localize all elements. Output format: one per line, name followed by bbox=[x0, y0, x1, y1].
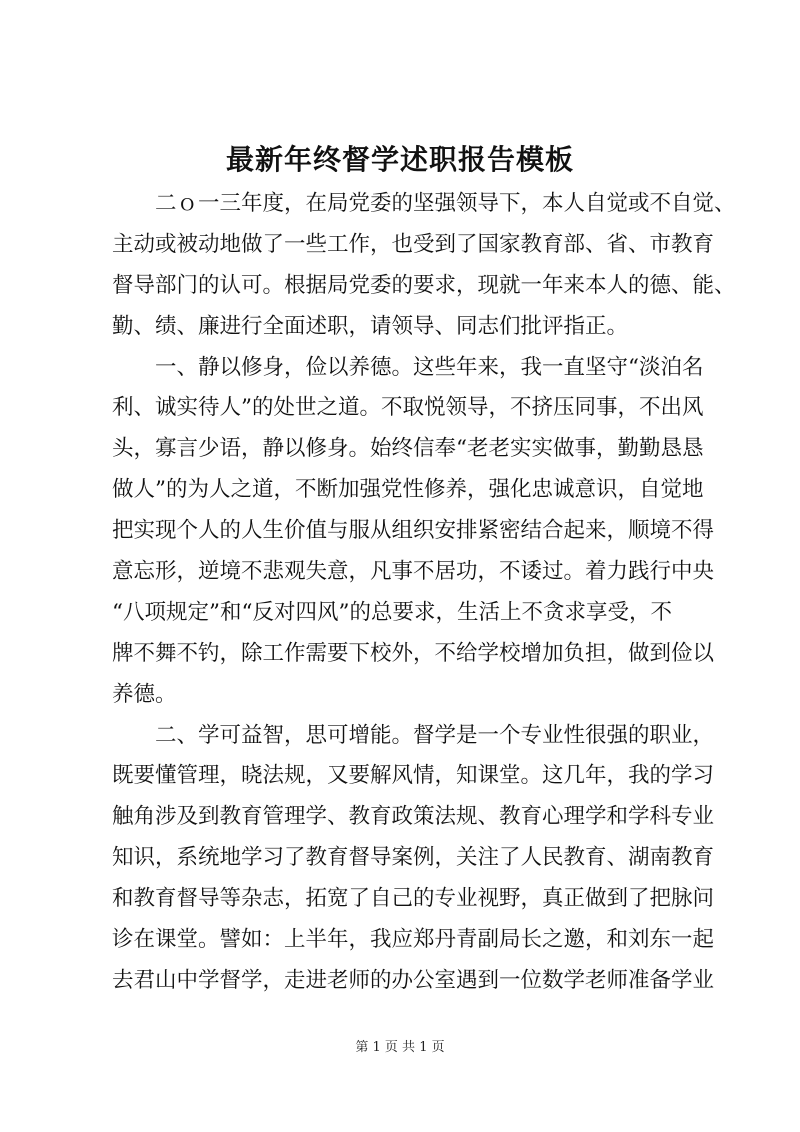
paragraph-line: 牌不舞不钓，除工作需要下校外，不给学校增加负担，做到俭以 bbox=[112, 640, 715, 666]
paragraph-line: 去君山中学督学，走进老师的办公室遇到一位数学老师准备学业 bbox=[112, 967, 715, 993]
page-footer: 第 1 页 共 1 页 bbox=[355, 1040, 445, 1055]
paragraph-line: 触角涉及到教育管理学、教育政策法规、教育心理学和学科专业 bbox=[112, 804, 715, 830]
paragraph-line: 一、静以修身，俭以养德。这些年来，我一直坚守“淡泊名 bbox=[155, 354, 704, 380]
paragraph-line: 督导部门的认可。根据局党委的要求，现就一年来本人的德、能、 bbox=[112, 272, 736, 298]
document-body bbox=[112, 184, 736, 1002]
paragraph-line: 做人”的为人之道，不断加强党性修养，强化忠诚意识，自觉地 bbox=[112, 477, 704, 503]
document-title: 最新年终督学述职报告模板 bbox=[225, 143, 574, 176]
paragraph-line: 诊在课堂。譬如：上半年，我应郑丹青副局长之邀，和刘东一起 bbox=[112, 927, 715, 953]
paragraph-line: 把实现个人的人生价值与服从组织安排紧密结合起来，顺境不得 bbox=[112, 518, 715, 544]
paragraph-line: 二、学可益智，思可增能。督学是一个专业性很强的职业， bbox=[155, 722, 715, 748]
paragraph-line: 意忘形，逆境不悲观失意，凡事不居功，不诿过。着力践行中央 bbox=[112, 559, 715, 585]
paragraph-line: 主动或被动地做了一些工作，也受到了国家教育部、省、市教育 bbox=[112, 231, 715, 257]
paragraph-line: 养德。 bbox=[112, 681, 177, 707]
paragraph-line: “八项规定”和“反对四风”的总要求，生活上不贪求享受，不 bbox=[112, 599, 672, 625]
paragraph-line: 和教育督导等杂志，拓宽了自己的专业视野，真正做到了把脉问 bbox=[112, 886, 715, 912]
paragraph-line: 二ｏ一三年度，在局党委的坚强领导下，本人自觉或不自觉、 bbox=[155, 191, 736, 216]
paragraph-line: 既要懂管理，晓法规，又要解风情，知课堂。这几年，我的学习 bbox=[112, 763, 715, 789]
paragraph-line: 勤、绩、廉进行全面述职，请领导、同志们批评指正。 bbox=[112, 313, 629, 339]
paragraph-line: 利、诚实待人”的处世之道。不取悦领导，不挤压同事，不出风 bbox=[112, 395, 704, 421]
paragraph-line: 知识，系统地学习了教育督导案例，关注了人民教育、湖南教育 bbox=[112, 845, 715, 871]
paragraph-line: 头，寡言少语，静以修身。始终信奉“老老实实做事，勤勤恳恳 bbox=[112, 436, 704, 462]
